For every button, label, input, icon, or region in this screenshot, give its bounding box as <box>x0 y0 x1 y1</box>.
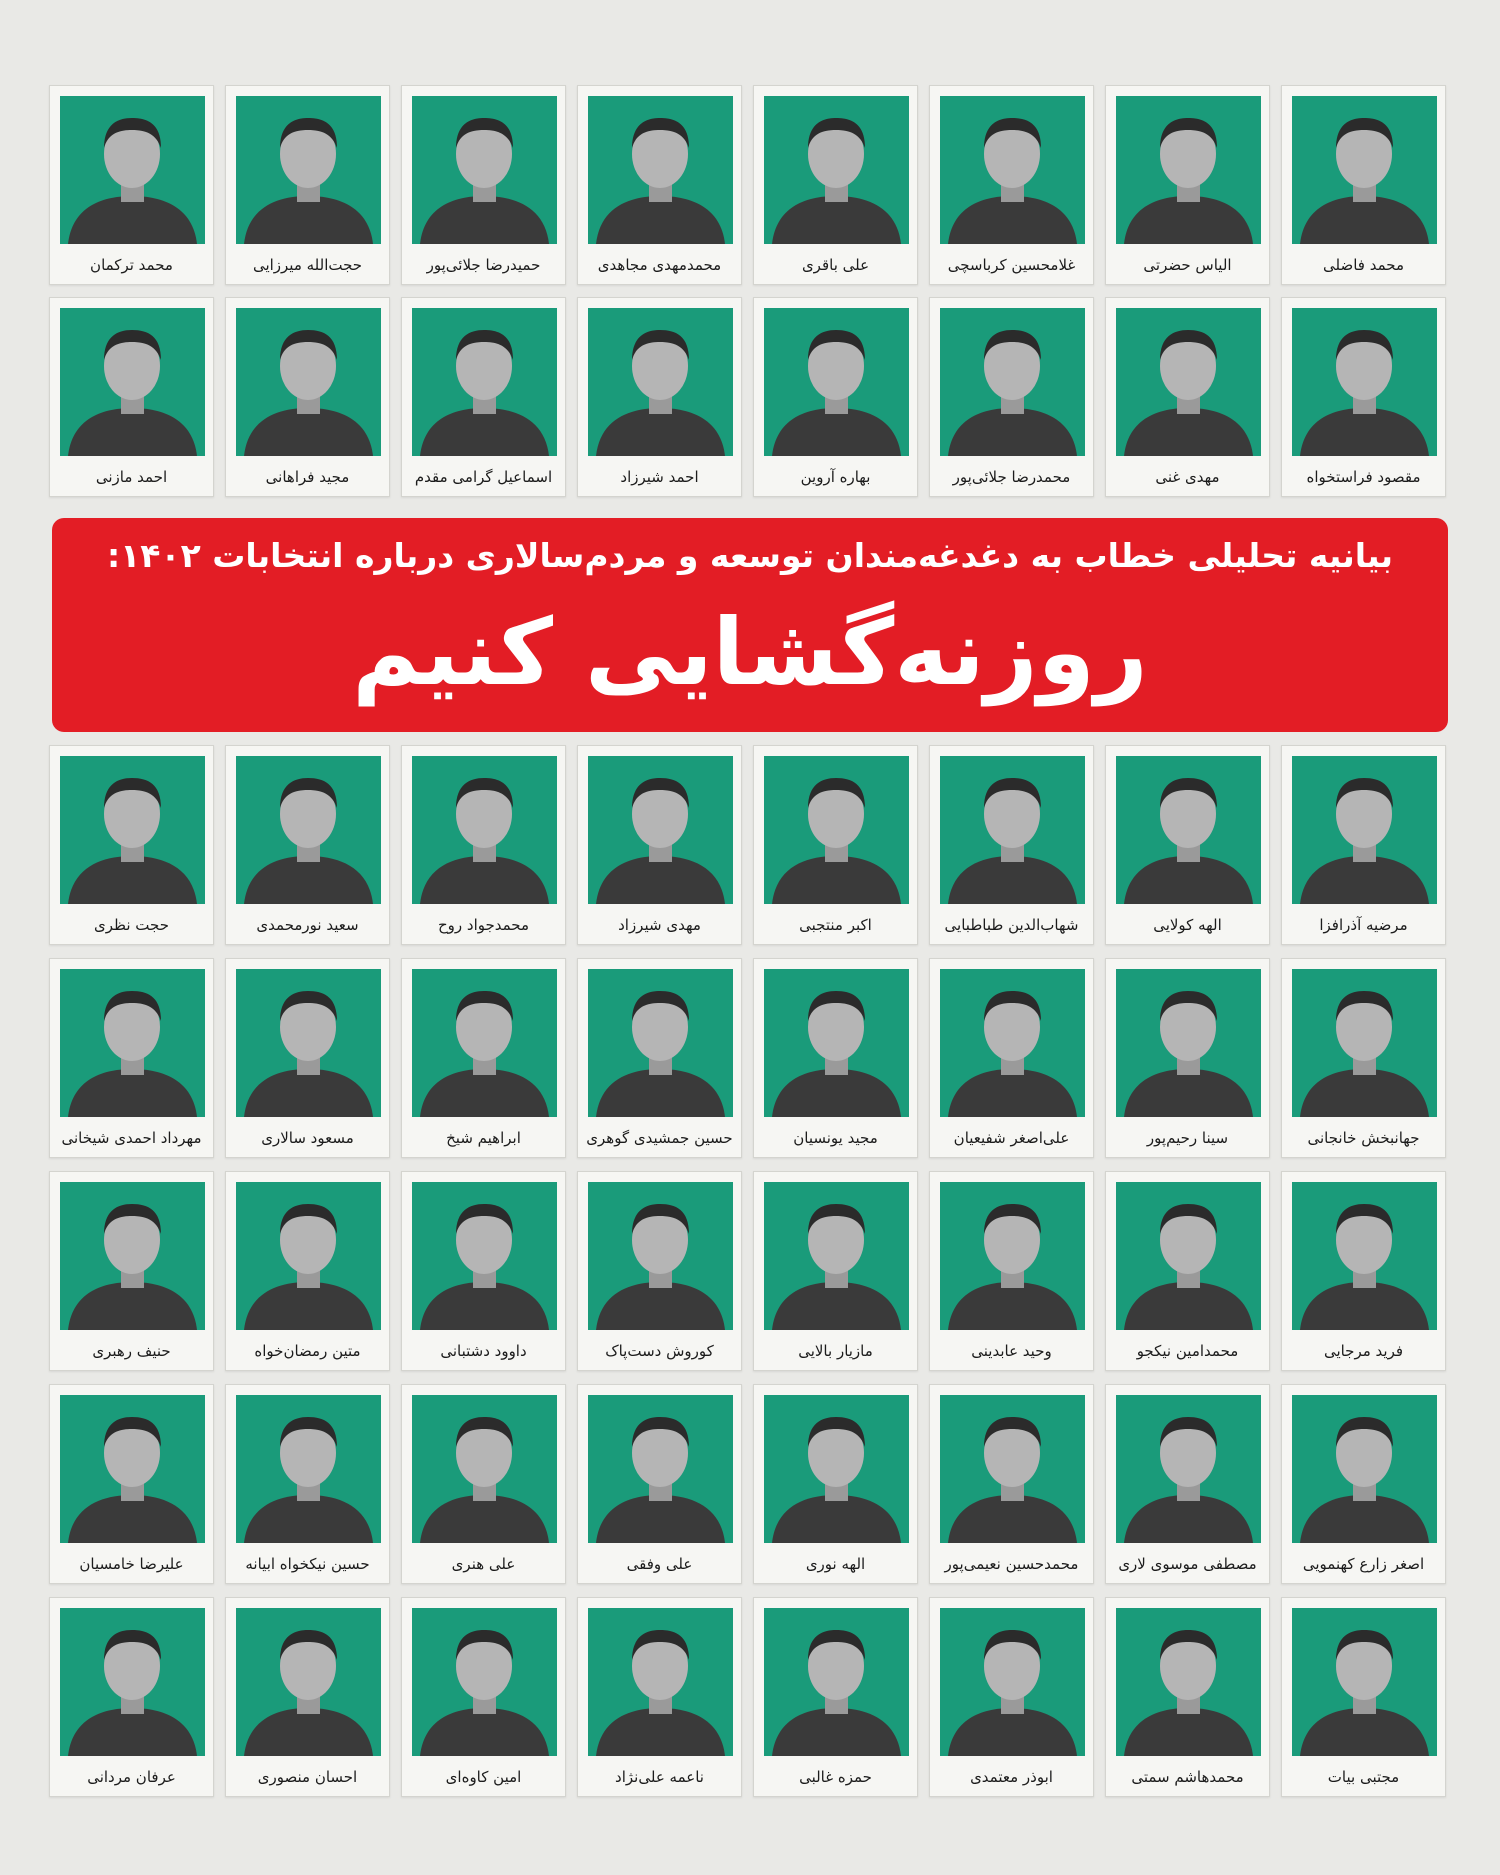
person-card <box>225 85 390 285</box>
person-name: محمدحسین نعیمی‌پور <box>944 1555 1079 1573</box>
person-card <box>1105 1171 1270 1371</box>
portrait-silhouette <box>236 1608 381 1756</box>
person-card <box>1105 745 1270 945</box>
portrait-silhouette <box>412 308 557 456</box>
person-card <box>401 958 566 1158</box>
person-photo <box>60 308 205 456</box>
person-photo <box>588 969 733 1117</box>
person-photo <box>1292 96 1437 244</box>
portrait-silhouette <box>940 96 1085 244</box>
portrait-silhouette <box>60 1608 205 1756</box>
person-name: اکبر منتجبی <box>799 916 872 934</box>
person-photo <box>940 96 1085 244</box>
portrait-silhouette <box>1292 1182 1437 1330</box>
person-card <box>577 745 742 945</box>
portrait-silhouette <box>764 969 909 1117</box>
person-photo <box>60 1608 205 1756</box>
person-photo <box>940 756 1085 904</box>
portrait-silhouette <box>764 308 909 456</box>
person-photo <box>1292 1395 1437 1543</box>
portrait-silhouette <box>1292 1608 1437 1756</box>
person-card <box>225 1171 390 1371</box>
person-photo <box>588 1182 733 1330</box>
person-card <box>49 1171 214 1371</box>
person-card <box>225 1384 390 1584</box>
person-photo <box>236 969 381 1117</box>
person-card <box>401 745 566 945</box>
person-name: سعید نورمحمدی <box>256 916 359 934</box>
person-card <box>929 958 1094 1158</box>
person-card <box>401 1597 566 1797</box>
portrait-silhouette <box>1292 1395 1437 1543</box>
person-name: مهرداد احمدی شیخانی <box>61 1129 202 1147</box>
person-name: مسعود سالاری <box>261 1129 354 1147</box>
banner-title: روزنه‌گشایی کنیم <box>352 599 1148 706</box>
person-card <box>1281 1171 1446 1371</box>
person-card <box>753 1597 918 1797</box>
person-card <box>49 745 214 945</box>
portrait-silhouette <box>60 96 205 244</box>
portrait-silhouette <box>940 1395 1085 1543</box>
person-photo <box>412 308 557 456</box>
portrait-silhouette <box>588 1395 733 1543</box>
portrait-silhouette <box>588 756 733 904</box>
person-photo <box>1116 1395 1261 1543</box>
portrait-silhouette <box>60 969 205 1117</box>
person-name: عرفان مردانی <box>87 1768 176 1786</box>
person-name: مجید یونسیان <box>793 1129 878 1147</box>
person-name: الهه کولایی <box>1153 916 1222 934</box>
person-photo <box>60 1395 205 1543</box>
person-photo <box>1116 1182 1261 1330</box>
portrait-silhouette <box>412 1395 557 1543</box>
person-photo <box>764 1182 909 1330</box>
person-card <box>1105 1384 1270 1584</box>
person-photo <box>940 1395 1085 1543</box>
person-photo <box>588 308 733 456</box>
person-photo <box>1292 1182 1437 1330</box>
portrait-silhouette <box>764 1608 909 1756</box>
person-name: مصطفی موسوی لاری <box>1118 1555 1257 1573</box>
person-card <box>577 1171 742 1371</box>
person-card <box>1105 1597 1270 1797</box>
person-photo <box>60 96 205 244</box>
person-name: احمد شیرزاد <box>620 468 699 486</box>
person-name: مجتبی بیات <box>1327 1768 1400 1786</box>
person-photo <box>60 1182 205 1330</box>
person-card <box>929 1171 1094 1371</box>
person-photo <box>1116 96 1261 244</box>
person-name: محمدمهدی مجاهدی <box>597 256 722 274</box>
person-card <box>1281 297 1446 497</box>
person-card <box>929 85 1094 285</box>
person-photo <box>412 1608 557 1756</box>
person-name: محمد فاضلی <box>1323 256 1404 274</box>
portrait-silhouette <box>1116 1182 1261 1330</box>
person-name: فرید مرجایی <box>1323 1342 1404 1360</box>
person-name: احسان منصوری <box>257 1768 358 1786</box>
person-photo <box>412 96 557 244</box>
portrait-silhouette <box>412 969 557 1117</box>
person-photo <box>412 1182 557 1330</box>
person-card <box>929 745 1094 945</box>
person-name: محمدجواد روح <box>437 916 530 934</box>
portrait-silhouette <box>1292 96 1437 244</box>
person-card <box>753 958 918 1158</box>
person-name: محمدامین نیکجو <box>1136 1342 1239 1360</box>
portrait-silhouette <box>940 308 1085 456</box>
person-card <box>753 1171 918 1371</box>
portrait-silhouette <box>940 756 1085 904</box>
person-card <box>49 958 214 1158</box>
person-name: علیرضا خامسیان <box>79 1555 184 1573</box>
person-name: داوود دشتبانی <box>440 1342 527 1360</box>
portrait-silhouette <box>1292 969 1437 1117</box>
person-card <box>577 1597 742 1797</box>
person-photo <box>764 308 909 456</box>
person-name: محمدرضا جلائی‌پور <box>952 468 1071 486</box>
person-name: امین کاوه‌ای <box>445 1768 522 1786</box>
portrait-silhouette <box>588 969 733 1117</box>
person-photo <box>236 1608 381 1756</box>
person-card <box>225 1597 390 1797</box>
portrait-silhouette <box>412 96 557 244</box>
person-name: اصغر زارع کهنمویی <box>1302 1555 1425 1573</box>
person-card <box>49 1384 214 1584</box>
portrait-silhouette <box>1116 1608 1261 1756</box>
person-card <box>753 1384 918 1584</box>
person-card <box>577 297 742 497</box>
portrait-silhouette <box>412 756 557 904</box>
person-name: حمیدرضا جلائی‌پور <box>426 256 541 274</box>
person-photo <box>412 1395 557 1543</box>
person-photo <box>588 756 733 904</box>
person-photo <box>940 1182 1085 1330</box>
person-card <box>401 1384 566 1584</box>
person-card <box>49 85 214 285</box>
person-name: حسین نیکخواه ابیانه <box>245 1555 370 1573</box>
person-name: حسین جمشیدی گوهری <box>586 1129 733 1147</box>
person-card <box>49 1597 214 1797</box>
person-name: محمدهاشم سمتی <box>1131 1768 1244 1786</box>
person-photo <box>236 96 381 244</box>
portrait-silhouette <box>236 96 381 244</box>
person-card <box>225 745 390 945</box>
person-photo <box>1292 1608 1437 1756</box>
portrait-silhouette <box>236 1395 381 1543</box>
person-name: علی باقری <box>801 256 870 274</box>
person-card <box>401 297 566 497</box>
person-photo <box>236 756 381 904</box>
portrait-silhouette <box>1116 1395 1261 1543</box>
person-name: مقصود فراستخواه <box>1306 468 1421 486</box>
portrait-silhouette <box>412 1608 557 1756</box>
person-name: مهدی غنی <box>1155 468 1220 486</box>
person-photo <box>1116 308 1261 456</box>
person-name: احمد مازنی <box>95 468 168 486</box>
portrait-silhouette <box>60 756 205 904</box>
person-photo <box>940 308 1085 456</box>
person-card <box>753 297 918 497</box>
person-card <box>1105 958 1270 1158</box>
portrait-silhouette <box>1292 308 1437 456</box>
person-photo <box>940 969 1085 1117</box>
person-name: الهه نوری <box>805 1555 866 1573</box>
person-name: حجت نظری <box>94 916 169 934</box>
person-photo <box>764 969 909 1117</box>
person-card <box>1281 958 1446 1158</box>
person-card <box>225 958 390 1158</box>
person-photo <box>764 96 909 244</box>
person-photo <box>764 1608 909 1756</box>
person-photo <box>1292 756 1437 904</box>
portrait-silhouette <box>60 1182 205 1330</box>
portrait-silhouette <box>764 756 909 904</box>
person-name: علی‌اصغر شفیعیان <box>953 1129 1070 1147</box>
person-name: علی هنری <box>451 1555 516 1573</box>
person-photo <box>1116 969 1261 1117</box>
person-photo <box>764 1395 909 1543</box>
person-card <box>1105 85 1270 285</box>
headline-banner <box>52 518 1448 732</box>
person-photo <box>412 756 557 904</box>
person-photo <box>60 969 205 1117</box>
person-card <box>1281 745 1446 945</box>
person-name: غلامحسین کرباسچی <box>947 256 1076 274</box>
person-card <box>1281 1384 1446 1584</box>
top-portrait-grid <box>54 85 1446 497</box>
person-photo <box>1116 1608 1261 1756</box>
person-name: حجت‌الله میرزایی <box>252 256 363 274</box>
portrait-silhouette <box>588 308 733 456</box>
portrait-silhouette <box>236 308 381 456</box>
portrait-silhouette <box>1116 96 1261 244</box>
person-name: مهدی شیرزاد <box>618 916 701 934</box>
person-photo <box>764 756 909 904</box>
person-name: جهانبخش خانجانی <box>1307 1129 1420 1147</box>
portrait-silhouette <box>764 1395 909 1543</box>
person-card <box>753 85 918 285</box>
person-card <box>753 745 918 945</box>
portrait-silhouette <box>1116 308 1261 456</box>
person-name: متین رمضان‌خواه <box>254 1342 361 1360</box>
portrait-silhouette <box>60 1395 205 1543</box>
person-name: ابراهیم شیخ <box>446 1129 521 1147</box>
person-name: وحید عابدینی <box>971 1342 1052 1360</box>
portrait-silhouette <box>60 308 205 456</box>
person-photo <box>60 756 205 904</box>
person-name: الیاس حضرتی <box>1143 256 1232 274</box>
person-name: علی وفقی <box>626 1555 693 1573</box>
portrait-silhouette <box>940 1608 1085 1756</box>
person-photo <box>588 1395 733 1543</box>
person-name: کوروش دست‌پاک <box>605 1342 714 1360</box>
person-name: بهاره آروین <box>800 468 871 486</box>
portrait-silhouette <box>588 96 733 244</box>
person-name: حمزه غالبی <box>799 1768 872 1786</box>
person-card <box>1105 297 1270 497</box>
person-name: ناعمه علی‌نژاد <box>615 1768 704 1786</box>
person-photo <box>940 1608 1085 1756</box>
person-card <box>225 297 390 497</box>
person-name: ابوذر معتمدی <box>970 1768 1053 1786</box>
person-name: سینا رحیم‌پور <box>1146 1129 1229 1147</box>
portrait-silhouette <box>412 1182 557 1330</box>
portrait-silhouette <box>1116 969 1261 1117</box>
person-card <box>577 958 742 1158</box>
person-photo <box>412 969 557 1117</box>
portrait-silhouette <box>1116 756 1261 904</box>
person-photo <box>1116 756 1261 904</box>
portrait-silhouette <box>940 1182 1085 1330</box>
banner-subtitle: بیانیه تحلیلی خطاب به دغدغه‌مندان توسعه و مردم‌سالاری درباره انتخابات ۱۴۰۲: <box>106 536 1394 575</box>
person-card <box>401 1171 566 1371</box>
person-photo <box>236 308 381 456</box>
person-name: حنیف رهبری <box>92 1342 171 1360</box>
bottom-portrait-grid <box>54 745 1446 1797</box>
person-card <box>929 1384 1094 1584</box>
person-photo <box>1292 969 1437 1117</box>
portrait-silhouette <box>1292 756 1437 904</box>
portrait-silhouette <box>940 969 1085 1117</box>
person-card <box>1281 85 1446 285</box>
person-photo <box>236 1395 381 1543</box>
portrait-silhouette <box>764 96 909 244</box>
person-photo <box>1292 308 1437 456</box>
person-name: محمد ترکمان <box>90 256 173 274</box>
portrait-silhouette <box>588 1182 733 1330</box>
person-name: مرضیه آذرافزا <box>1319 916 1408 934</box>
portrait-silhouette <box>236 1182 381 1330</box>
person-card <box>1281 1597 1446 1797</box>
person-card <box>929 297 1094 497</box>
person-name: مازیار بالایی <box>798 1342 873 1360</box>
person-photo <box>236 1182 381 1330</box>
person-photo <box>588 96 733 244</box>
portrait-silhouette <box>236 969 381 1117</box>
person-card <box>577 1384 742 1584</box>
portrait-silhouette <box>764 1182 909 1330</box>
person-card <box>929 1597 1094 1797</box>
portrait-silhouette <box>236 756 381 904</box>
person-card <box>49 297 214 497</box>
person-card <box>577 85 742 285</box>
person-photo <box>588 1608 733 1756</box>
person-name: مجید فراهانی <box>265 468 350 486</box>
person-card <box>401 85 566 285</box>
person-name: اسماعیل گرامی مقدم <box>414 468 553 486</box>
portrait-silhouette <box>588 1608 733 1756</box>
person-name: شهاب‌الدین طباطبایی <box>944 916 1079 934</box>
